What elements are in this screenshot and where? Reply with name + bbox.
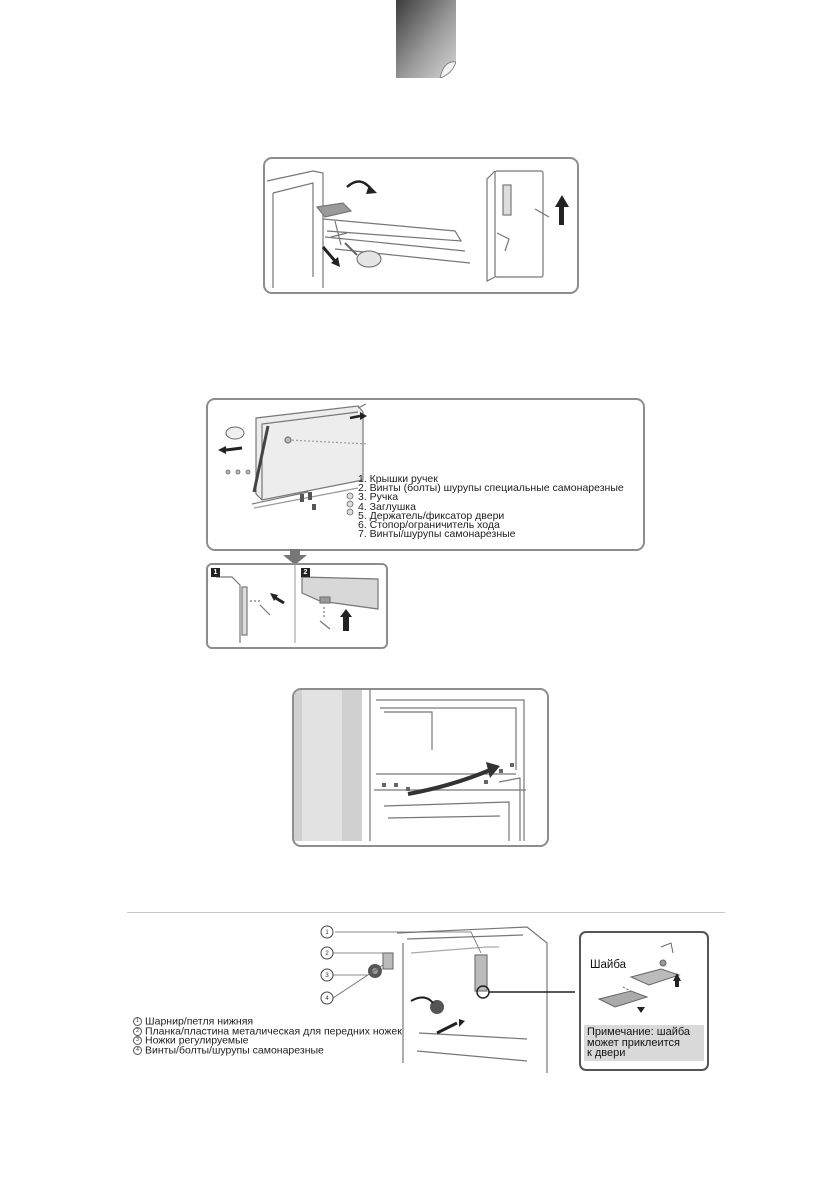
- legend-number: 3: [133, 1036, 142, 1045]
- legend-text: Шарнир/петля нижняя: [145, 1015, 254, 1028]
- figure-door-handle-parts: [206, 398, 645, 551]
- washer-illustration: [581, 933, 703, 1025]
- legend-item: 6. Стопор/ограничитель хода: [358, 518, 500, 531]
- note-line: может приклеится: [587, 1036, 680, 1049]
- callout-number: 3: [325, 973, 329, 979]
- legend-item: 4. Заглушка: [358, 500, 416, 513]
- figure-bottom-hinge: [127, 912, 725, 1073]
- legend-item: 2. Винты (болты) шурупы специальные самонарезные: [358, 482, 624, 495]
- callout-number: 1: [325, 930, 329, 936]
- legend-number: 1: [133, 1017, 142, 1026]
- parts-legend: [358, 475, 624, 539]
- washer-note: [584, 1025, 704, 1061]
- legend-text: Ножки регулируемые: [145, 1034, 249, 1047]
- door-mounting-illustration: [294, 690, 543, 841]
- bottom-hinge-legend: [133, 1017, 402, 1055]
- legend-text: Планка/пластина металическая для передних ножек: [145, 1024, 402, 1037]
- callout-number: 2: [325, 951, 329, 957]
- step-badge-2: 2: [301, 568, 310, 577]
- figure-top-hinge-removal: [263, 157, 579, 294]
- legend-number: 2: [133, 1027, 142, 1036]
- top-hinge-illustration: [265, 159, 573, 288]
- washer-label: Шайба: [590, 959, 627, 971]
- note-line: к двери: [587, 1047, 626, 1059]
- door-handle-illustration: [208, 400, 368, 545]
- legend-number: 4: [133, 1046, 142, 1055]
- step-badge-1: 1: [211, 568, 220, 577]
- legend-item: [133, 1046, 402, 1056]
- legend-item: 1. Крышки ручек: [358, 473, 438, 485]
- legend-item: 7. Винты/шурупы самонарезные: [358, 528, 516, 541]
- washer-detail-box: [579, 931, 709, 1071]
- handle-install-illustration: [208, 565, 382, 643]
- page-corner-tab: [396, 0, 456, 78]
- legend-item: 5. Держатель/фиксатор двери: [358, 509, 505, 522]
- figure-door-mounting: [292, 688, 549, 847]
- legend-text: Винты/болты/шурупы самонарезные: [145, 1044, 324, 1057]
- figure-handle-install-steps: [206, 563, 388, 649]
- note-line: Примечание: шайба: [587, 1026, 691, 1038]
- callout-number: 4: [325, 996, 329, 1002]
- legend-item: 3. Ручка: [358, 491, 399, 504]
